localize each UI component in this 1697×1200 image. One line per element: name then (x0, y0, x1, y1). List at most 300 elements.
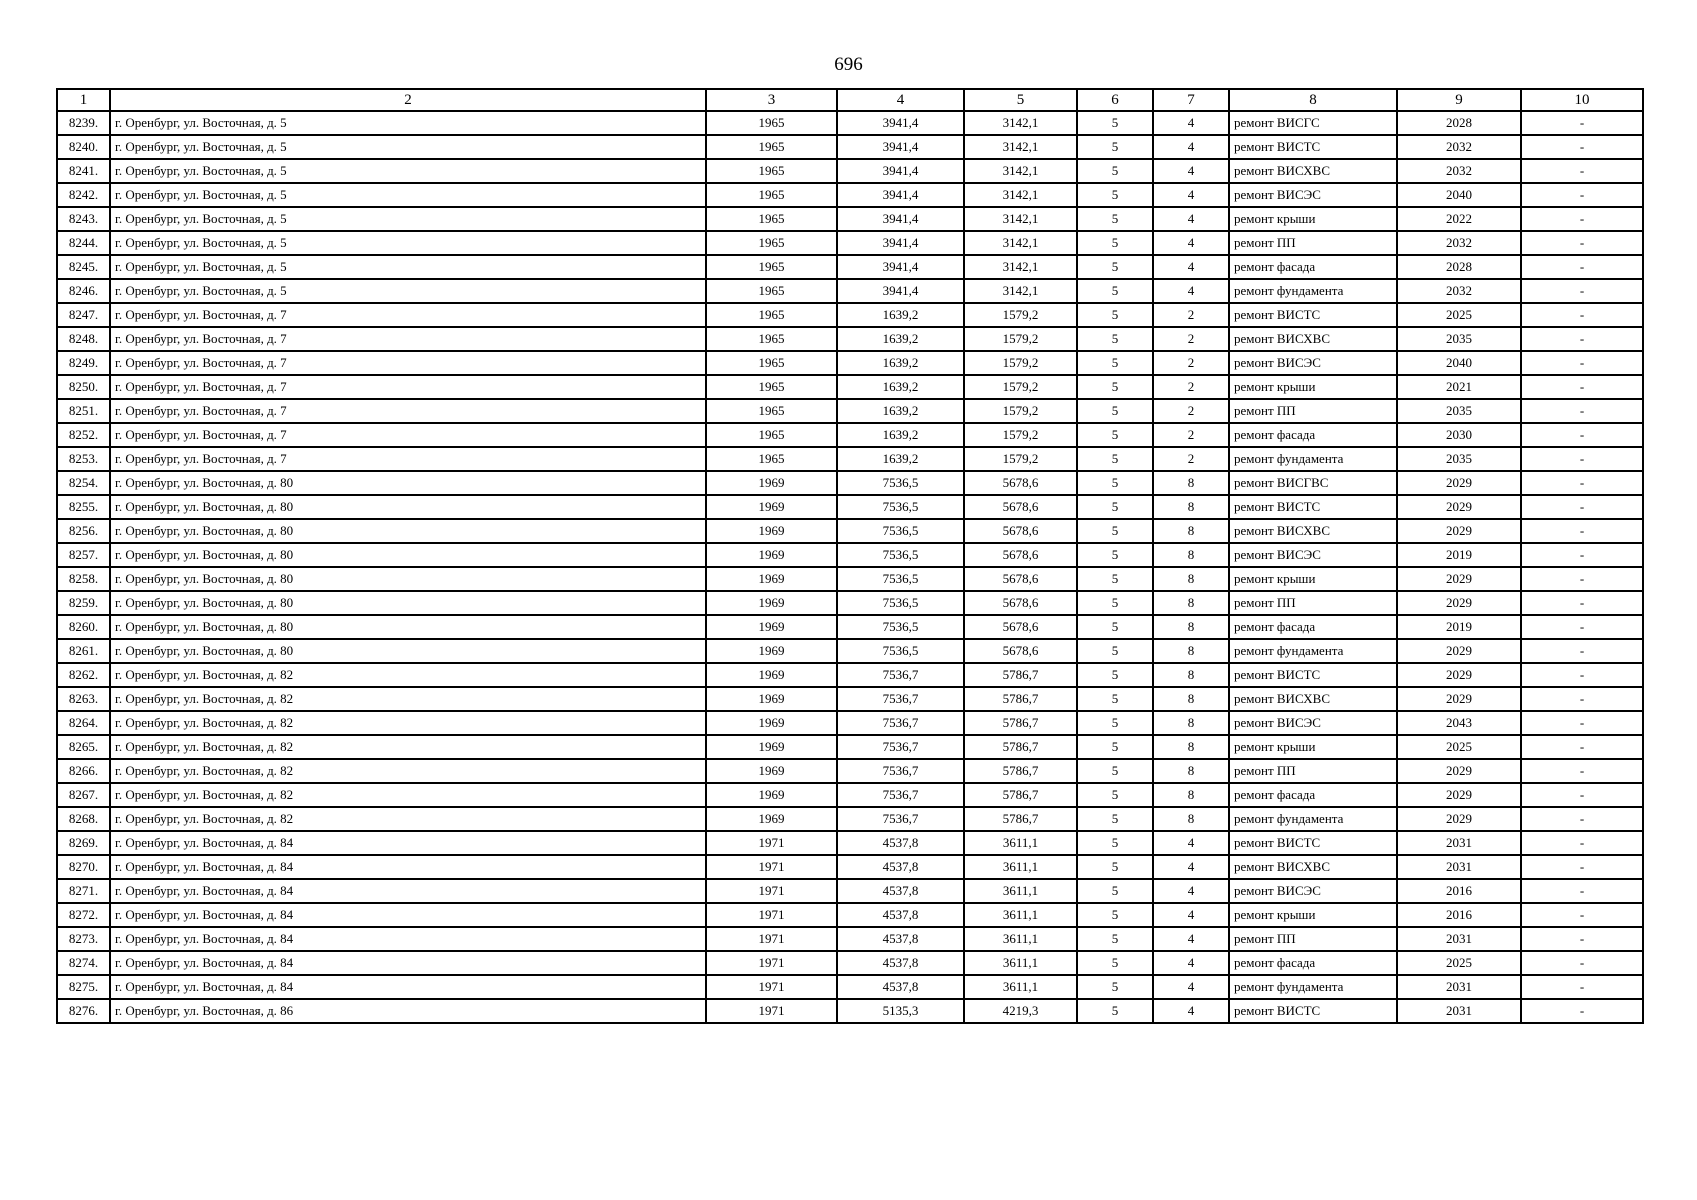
cell-row-number: 8247. (57, 303, 110, 327)
cell-entrances: 4 (1153, 951, 1229, 975)
cell-note: - (1521, 111, 1643, 135)
cell-note: - (1521, 879, 1643, 903)
cell-row-number: 8259. (57, 591, 110, 615)
cell-living-area: 5786,7 (964, 711, 1077, 735)
cell-work-type: ремонт ВИСЭС (1229, 543, 1397, 567)
cell-address: г. Оренбург, ул. Восточная, д. 84 (110, 975, 706, 999)
cell-planned-year: 2022 (1397, 207, 1521, 231)
cell-note: - (1521, 447, 1643, 471)
cell-living-area: 1579,2 (964, 351, 1077, 375)
cell-address: г. Оренбург, ул. Восточная, д. 82 (110, 663, 706, 687)
cell-row-number: 8264. (57, 711, 110, 735)
cell-note: - (1521, 687, 1643, 711)
cell-total-area: 7536,7 (837, 783, 964, 807)
cell-planned-year: 2029 (1397, 663, 1521, 687)
cell-work-type: ремонт фундамента (1229, 639, 1397, 663)
cell-entrances: 8 (1153, 471, 1229, 495)
table-row (57, 447, 1643, 471)
cell-note: - (1521, 375, 1643, 399)
cell-address: г. Оренбург, ул. Восточная, д. 5 (110, 183, 706, 207)
cell-row-number: 8248. (57, 327, 110, 351)
column-header-note: 10 (1521, 89, 1643, 111)
cell-note: - (1521, 183, 1643, 207)
cell-build-year: 1969 (706, 567, 837, 591)
cell-planned-year: 2043 (1397, 711, 1521, 735)
cell-planned-year: 2029 (1397, 567, 1521, 591)
cell-floors: 5 (1077, 999, 1153, 1023)
cell-planned-year: 2030 (1397, 423, 1521, 447)
cell-row-number: 8250. (57, 375, 110, 399)
cell-planned-year: 2029 (1397, 495, 1521, 519)
cell-work-type: ремонт фасада (1229, 255, 1397, 279)
cell-entrances: 8 (1153, 639, 1229, 663)
cell-floors: 5 (1077, 591, 1153, 615)
cell-address: г. Оренбург, ул. Восточная, д. 80 (110, 639, 706, 663)
cell-address: г. Оренбург, ул. Восточная, д. 84 (110, 951, 706, 975)
cell-row-number: 8265. (57, 735, 110, 759)
cell-build-year: 1969 (706, 687, 837, 711)
cell-floors: 5 (1077, 135, 1153, 159)
cell-total-area: 7536,5 (837, 543, 964, 567)
cell-planned-year: 2029 (1397, 519, 1521, 543)
cell-work-type: ремонт фасада (1229, 615, 1397, 639)
cell-planned-year: 2031 (1397, 927, 1521, 951)
cell-total-area: 3941,4 (837, 231, 964, 255)
cell-note: - (1521, 351, 1643, 375)
header-row (57, 89, 1643, 111)
cell-entrances: 8 (1153, 567, 1229, 591)
cell-entrances: 4 (1153, 111, 1229, 135)
cell-address: г. Оренбург, ул. Восточная, д. 5 (110, 135, 706, 159)
cell-floors: 5 (1077, 735, 1153, 759)
table-row (57, 615, 1643, 639)
cell-total-area: 7536,7 (837, 663, 964, 687)
cell-note: - (1521, 543, 1643, 567)
cell-total-area: 4537,8 (837, 951, 964, 975)
cell-row-number: 8260. (57, 615, 110, 639)
cell-living-area: 1579,2 (964, 303, 1077, 327)
cell-floors: 5 (1077, 303, 1153, 327)
cell-row-number: 8251. (57, 399, 110, 423)
cell-note: - (1521, 927, 1643, 951)
cell-entrances: 8 (1153, 807, 1229, 831)
cell-planned-year: 2029 (1397, 591, 1521, 615)
cell-total-area: 7536,7 (837, 711, 964, 735)
cell-entrances: 2 (1153, 375, 1229, 399)
cell-build-year: 1965 (706, 207, 837, 231)
cell-note: - (1521, 663, 1643, 687)
cell-row-number: 8268. (57, 807, 110, 831)
cell-address: г. Оренбург, ул. Восточная, д. 7 (110, 447, 706, 471)
cell-living-area: 5786,7 (964, 783, 1077, 807)
cell-total-area: 4537,8 (837, 927, 964, 951)
cell-address: г. Оренбург, ул. Восточная, д. 82 (110, 711, 706, 735)
cell-living-area: 5786,7 (964, 687, 1077, 711)
cell-work-type: ремонт ВИСГС (1229, 111, 1397, 135)
cell-entrances: 8 (1153, 687, 1229, 711)
cell-total-area: 7536,7 (837, 687, 964, 711)
cell-address: г. Оренбург, ул. Восточная, д. 7 (110, 351, 706, 375)
cell-floors: 5 (1077, 111, 1153, 135)
cell-entrances: 8 (1153, 711, 1229, 735)
cell-floors: 5 (1077, 279, 1153, 303)
cell-note: - (1521, 279, 1643, 303)
cell-total-area: 7536,7 (837, 735, 964, 759)
cell-planned-year: 2025 (1397, 303, 1521, 327)
cell-build-year: 1965 (706, 351, 837, 375)
cell-address: г. Оренбург, ул. Восточная, д. 84 (110, 855, 706, 879)
cell-work-type: ремонт крыши (1229, 375, 1397, 399)
cell-planned-year: 2032 (1397, 159, 1521, 183)
cell-address: г. Оренбург, ул. Восточная, д. 5 (110, 279, 706, 303)
table-row (57, 591, 1643, 615)
cell-address: г. Оренбург, ул. Восточная, д. 80 (110, 495, 706, 519)
cell-row-number: 8273. (57, 927, 110, 951)
table-row (57, 807, 1643, 831)
cell-build-year: 1971 (706, 903, 837, 927)
table-row (57, 375, 1643, 399)
table-row (57, 303, 1643, 327)
cell-living-area: 3142,1 (964, 255, 1077, 279)
page-number: 696 (834, 54, 863, 75)
cell-total-area: 1639,2 (837, 327, 964, 351)
cell-planned-year: 2029 (1397, 783, 1521, 807)
table-row (57, 207, 1643, 231)
cell-address: г. Оренбург, ул. Восточная, д. 5 (110, 231, 706, 255)
cell-entrances: 4 (1153, 207, 1229, 231)
cell-planned-year: 2029 (1397, 639, 1521, 663)
cell-address: г. Оренбург, ул. Восточная, д. 7 (110, 375, 706, 399)
cell-note: - (1521, 567, 1643, 591)
cell-floors: 5 (1077, 903, 1153, 927)
cell-row-number: 8239. (57, 111, 110, 135)
cell-planned-year: 2031 (1397, 855, 1521, 879)
table-row (57, 759, 1643, 783)
cell-build-year: 1969 (706, 783, 837, 807)
cell-build-year: 1971 (706, 999, 837, 1023)
table-row (57, 879, 1643, 903)
cell-entrances: 8 (1153, 519, 1229, 543)
cell-address: г. Оренбург, ул. Восточная, д. 80 (110, 591, 706, 615)
cell-row-number: 8276. (57, 999, 110, 1023)
cell-floors: 5 (1077, 543, 1153, 567)
cell-living-area: 1579,2 (964, 447, 1077, 471)
cell-floors: 5 (1077, 807, 1153, 831)
cell-floors: 5 (1077, 663, 1153, 687)
cell-build-year: 1969 (706, 759, 837, 783)
cell-row-number: 8254. (57, 471, 110, 495)
cell-address: г. Оренбург, ул. Восточная, д. 84 (110, 831, 706, 855)
cell-address: г. Оренбург, ул. Восточная, д. 82 (110, 735, 706, 759)
cell-living-area: 5678,6 (964, 615, 1077, 639)
table-row (57, 135, 1643, 159)
cell-planned-year: 2029 (1397, 687, 1521, 711)
cell-row-number: 8242. (57, 183, 110, 207)
cell-note: - (1521, 735, 1643, 759)
cell-address: г. Оренбург, ул. Восточная, д. 82 (110, 759, 706, 783)
cell-floors: 5 (1077, 687, 1153, 711)
cell-floors: 5 (1077, 375, 1153, 399)
cell-floors: 5 (1077, 951, 1153, 975)
cell-build-year: 1965 (706, 231, 837, 255)
cell-work-type: ремонт ВИСХВС (1229, 327, 1397, 351)
table-row (57, 903, 1643, 927)
cell-floors: 5 (1077, 351, 1153, 375)
cell-build-year: 1965 (706, 375, 837, 399)
cell-row-number: 8261. (57, 639, 110, 663)
cell-row-number: 8244. (57, 231, 110, 255)
cell-planned-year: 2031 (1397, 999, 1521, 1023)
cell-living-area: 5678,6 (964, 471, 1077, 495)
cell-work-type: ремонт крыши (1229, 567, 1397, 591)
cell-work-type: ремонт ВИСТС (1229, 495, 1397, 519)
cell-planned-year: 2029 (1397, 807, 1521, 831)
cell-work-type: ремонт ВИСЭС (1229, 879, 1397, 903)
cell-planned-year: 2031 (1397, 975, 1521, 999)
cell-total-area: 7536,5 (837, 495, 964, 519)
cell-planned-year: 2035 (1397, 399, 1521, 423)
cell-address: г. Оренбург, ул. Восточная, д. 7 (110, 399, 706, 423)
cell-entrances: 2 (1153, 447, 1229, 471)
cell-floors: 5 (1077, 255, 1153, 279)
column-header-living-area: 5 (964, 89, 1077, 111)
cell-build-year: 1969 (706, 543, 837, 567)
cell-row-number: 8249. (57, 351, 110, 375)
cell-entrances: 2 (1153, 351, 1229, 375)
table-row (57, 927, 1643, 951)
cell-build-year: 1969 (706, 519, 837, 543)
cell-floors: 5 (1077, 207, 1153, 231)
cell-planned-year: 2032 (1397, 279, 1521, 303)
cell-address: г. Оренбург, ул. Восточная, д. 80 (110, 567, 706, 591)
cell-note: - (1521, 711, 1643, 735)
column-header-planned-year: 9 (1397, 89, 1521, 111)
cell-note: - (1521, 159, 1643, 183)
cell-total-area: 7536,5 (837, 639, 964, 663)
table-row (57, 519, 1643, 543)
cell-total-area: 4537,8 (837, 975, 964, 999)
cell-address: г. Оренбург, ул. Восточная, д. 84 (110, 903, 706, 927)
table-row (57, 783, 1643, 807)
cell-entrances: 2 (1153, 423, 1229, 447)
cell-floors: 5 (1077, 183, 1153, 207)
cell-address: г. Оренбург, ул. Восточная, д. 80 (110, 471, 706, 495)
cell-note: - (1521, 975, 1643, 999)
cell-entrances: 4 (1153, 183, 1229, 207)
cell-planned-year: 2032 (1397, 231, 1521, 255)
cell-work-type: ремонт ПП (1229, 591, 1397, 615)
cell-row-number: 8263. (57, 687, 110, 711)
table-row (57, 399, 1643, 423)
cell-entrances: 8 (1153, 759, 1229, 783)
cell-row-number: 8262. (57, 663, 110, 687)
cell-total-area: 3941,4 (837, 183, 964, 207)
table-row (57, 351, 1643, 375)
cell-build-year: 1969 (706, 735, 837, 759)
cell-build-year: 1971 (706, 927, 837, 951)
cell-floors: 5 (1077, 423, 1153, 447)
cell-living-area: 3142,1 (964, 231, 1077, 255)
cell-address: г. Оренбург, ул. Восточная, д. 84 (110, 927, 706, 951)
cell-row-number: 8271. (57, 879, 110, 903)
cell-work-type: ремонт ВИСТС (1229, 999, 1397, 1023)
cell-floors: 5 (1077, 327, 1153, 351)
table-row (57, 543, 1643, 567)
cell-entrances: 8 (1153, 663, 1229, 687)
cell-total-area: 3941,4 (837, 255, 964, 279)
column-header-row-number: 1 (57, 89, 110, 111)
cell-planned-year: 2040 (1397, 351, 1521, 375)
cell-build-year: 1969 (706, 663, 837, 687)
cell-build-year: 1965 (706, 135, 837, 159)
cell-planned-year: 2016 (1397, 903, 1521, 927)
cell-entrances: 8 (1153, 615, 1229, 639)
cell-planned-year: 2025 (1397, 951, 1521, 975)
cell-work-type: ремонт крыши (1229, 735, 1397, 759)
cell-planned-year: 2031 (1397, 831, 1521, 855)
cell-row-number: 8245. (57, 255, 110, 279)
cell-note: - (1521, 951, 1643, 975)
table-row (57, 231, 1643, 255)
cell-build-year: 1965 (706, 183, 837, 207)
cell-living-area: 5678,6 (964, 567, 1077, 591)
cell-address: г. Оренбург, ул. Восточная, д. 5 (110, 255, 706, 279)
cell-build-year: 1971 (706, 831, 837, 855)
cell-entrances: 4 (1153, 999, 1229, 1023)
cell-work-type: ремонт ВИСХВС (1229, 159, 1397, 183)
cell-work-type: ремонт ВИСТС (1229, 303, 1397, 327)
cell-living-area: 3142,1 (964, 135, 1077, 159)
table-row (57, 735, 1643, 759)
cell-living-area: 5786,7 (964, 759, 1077, 783)
table-row (57, 111, 1643, 135)
cell-work-type: ремонт фундамента (1229, 447, 1397, 471)
cell-entrances: 8 (1153, 591, 1229, 615)
cell-entrances: 4 (1153, 879, 1229, 903)
cell-work-type: ремонт ВИСЭС (1229, 711, 1397, 735)
table-row (57, 687, 1643, 711)
cell-living-area: 1579,2 (964, 399, 1077, 423)
cell-total-area: 7536,5 (837, 615, 964, 639)
cell-build-year: 1969 (706, 615, 837, 639)
cell-address: г. Оренбург, ул. Восточная, д. 86 (110, 999, 706, 1023)
cell-living-area: 3142,1 (964, 279, 1077, 303)
cell-row-number: 8243. (57, 207, 110, 231)
cell-row-number: 8252. (57, 423, 110, 447)
cell-row-number: 8246. (57, 279, 110, 303)
cell-planned-year: 2035 (1397, 327, 1521, 351)
cell-note: - (1521, 807, 1643, 831)
cell-note: - (1521, 855, 1643, 879)
cell-work-type: ремонт фундамента (1229, 279, 1397, 303)
cell-address: г. Оренбург, ул. Восточная, д. 7 (110, 423, 706, 447)
cell-planned-year: 2029 (1397, 759, 1521, 783)
cell-total-area: 3941,4 (837, 279, 964, 303)
column-header-total-area: 4 (837, 89, 964, 111)
cell-note: - (1521, 495, 1643, 519)
cell-total-area: 7536,5 (837, 519, 964, 543)
cell-build-year: 1971 (706, 951, 837, 975)
table-row (57, 711, 1643, 735)
repair-schedule-table (56, 88, 1644, 1024)
cell-total-area: 5135,3 (837, 999, 964, 1023)
cell-total-area: 1639,2 (837, 447, 964, 471)
table-row (57, 567, 1643, 591)
cell-build-year: 1971 (706, 855, 837, 879)
cell-total-area: 3941,4 (837, 135, 964, 159)
cell-work-type: ремонт ВИСХВС (1229, 687, 1397, 711)
cell-living-area: 5678,6 (964, 639, 1077, 663)
cell-entrances: 4 (1153, 135, 1229, 159)
cell-note: - (1521, 519, 1643, 543)
cell-living-area: 3611,1 (964, 879, 1077, 903)
cell-floors: 5 (1077, 855, 1153, 879)
cell-work-type: ремонт ВИСЭС (1229, 183, 1397, 207)
cell-work-type: ремонт ВИСХВС (1229, 855, 1397, 879)
cell-address: г. Оренбург, ул. Восточная, д. 84 (110, 879, 706, 903)
cell-note: - (1521, 135, 1643, 159)
cell-row-number: 8266. (57, 759, 110, 783)
cell-entrances: 4 (1153, 279, 1229, 303)
cell-address: г. Оренбург, ул. Восточная, д. 80 (110, 543, 706, 567)
cell-entrances: 2 (1153, 327, 1229, 351)
cell-entrances: 4 (1153, 159, 1229, 183)
cell-total-area: 4537,8 (837, 879, 964, 903)
cell-living-area: 5786,7 (964, 663, 1077, 687)
table-row (57, 183, 1643, 207)
cell-row-number: 8272. (57, 903, 110, 927)
column-header-floors: 6 (1077, 89, 1153, 111)
cell-address: г. Оренбург, ул. Восточная, д. 82 (110, 807, 706, 831)
cell-note: - (1521, 255, 1643, 279)
cell-row-number: 8241. (57, 159, 110, 183)
cell-build-year: 1965 (706, 399, 837, 423)
cell-total-area: 3941,4 (837, 207, 964, 231)
cell-build-year: 1969 (706, 807, 837, 831)
cell-planned-year: 2021 (1397, 375, 1521, 399)
cell-planned-year: 2029 (1397, 471, 1521, 495)
cell-entrances: 8 (1153, 495, 1229, 519)
cell-row-number: 8253. (57, 447, 110, 471)
cell-living-area: 5678,6 (964, 543, 1077, 567)
cell-total-area: 1639,2 (837, 303, 964, 327)
cell-planned-year: 2019 (1397, 615, 1521, 639)
cell-entrances: 4 (1153, 975, 1229, 999)
cell-work-type: ремонт ПП (1229, 231, 1397, 255)
cell-entrances: 8 (1153, 735, 1229, 759)
cell-build-year: 1969 (706, 591, 837, 615)
cell-row-number: 8240. (57, 135, 110, 159)
cell-note: - (1521, 399, 1643, 423)
cell-floors: 5 (1077, 975, 1153, 999)
cell-note: - (1521, 591, 1643, 615)
cell-living-area: 3611,1 (964, 927, 1077, 951)
column-header-address: 2 (110, 89, 706, 111)
cell-work-type: ремонт ПП (1229, 927, 1397, 951)
cell-floors: 5 (1077, 567, 1153, 591)
cell-row-number: 8257. (57, 543, 110, 567)
cell-build-year: 1965 (706, 447, 837, 471)
cell-address: г. Оренбург, ул. Восточная, д. 5 (110, 111, 706, 135)
cell-note: - (1521, 903, 1643, 927)
cell-floors: 5 (1077, 447, 1153, 471)
table-row (57, 831, 1643, 855)
cell-total-area: 1639,2 (837, 423, 964, 447)
cell-work-type: ремонт ВИСЭС (1229, 351, 1397, 375)
cell-work-type: ремонт ВИСТС (1229, 135, 1397, 159)
cell-work-type: ремонт фасада (1229, 423, 1397, 447)
table-row (57, 471, 1643, 495)
